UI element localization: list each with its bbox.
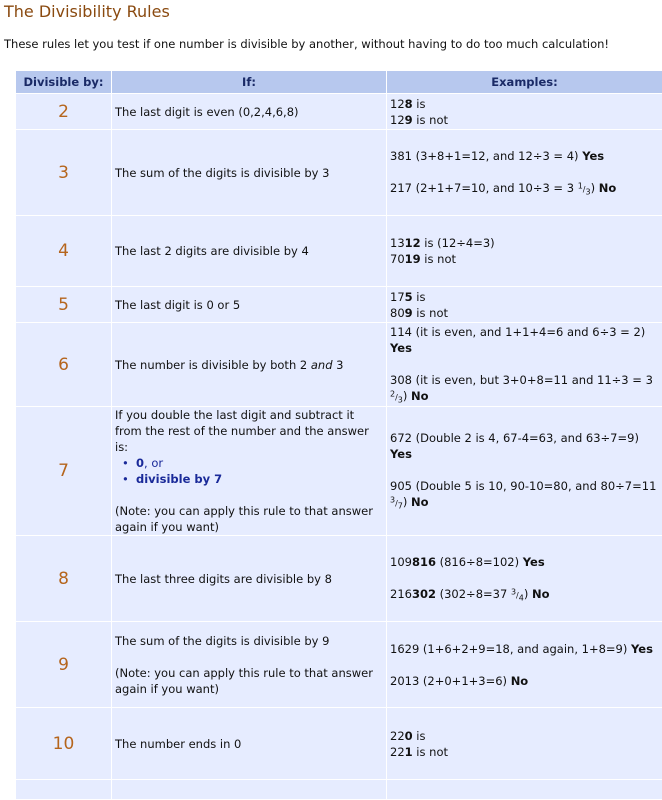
example-yes: 1312 is (12÷4=3) (390, 235, 659, 251)
example-no: 7019 is not (390, 251, 659, 267)
example-yes: 220 is (390, 728, 659, 744)
divisor-number (16, 780, 112, 800)
rule-text (112, 780, 387, 800)
rule-text: The number is divisible by both 2 and 3 (112, 323, 387, 407)
rule-text: The sum of the digits is divisible by 3 (112, 130, 387, 216)
intro-text: These rules let you test if one number is divisible by another, without having to do too much calculation! (4, 37, 609, 51)
table-row (16, 708, 662, 780)
list-item: • divisible by 7 (136, 471, 383, 487)
examples-cell (387, 323, 662, 407)
table-row (16, 407, 662, 536)
page-title: The Divisibility Rules (4, 2, 170, 21)
rule-text: The last three digits are divisible by 8 (112, 536, 387, 622)
divisor-number: 3 (16, 130, 112, 216)
table-header-row (16, 71, 662, 94)
rule-text: The sum of the digits is divisible by 9 (Note: you can apply this rule to that answer again if you want) (112, 622, 387, 708)
examples-cell (387, 622, 662, 708)
divisor-number: 4 (16, 216, 112, 287)
examples-cell (387, 216, 662, 287)
example-yes: 114 (it is even, and 1+1+4=6 and 6÷3 = 2) Yes (390, 324, 659, 356)
example-no: 221 is not (390, 744, 659, 760)
example-yes: 1629 (1+6+2+9=18, and again, 1+8=9) Yes (390, 641, 659, 657)
rule-conditions-list (115, 455, 383, 487)
table-row (16, 287, 662, 323)
rule-text: The number ends in 0 (112, 708, 387, 780)
example-no: 809 is not (390, 305, 659, 321)
divisor-number: 9 (16, 622, 112, 708)
table-row (16, 130, 662, 216)
example-yes: 128 is (390, 96, 659, 112)
divisor-number: 6 (16, 323, 112, 407)
examples-cell (387, 130, 662, 216)
table-row (16, 323, 662, 407)
examples-cell (387, 287, 662, 323)
table-row (16, 216, 662, 287)
table-row (16, 622, 662, 708)
rule-text: The last 2 digits are divisible by 4 (112, 216, 387, 287)
table-row (16, 780, 662, 800)
example-no: 217 (2+1+7=10, and 10÷3 = 3 $^1/_3$) No (390, 180, 659, 198)
divisor-number: 2 (16, 94, 112, 130)
example-no: 2013 (2+0+1+3=6) No (390, 673, 659, 689)
divisor-number: 5 (16, 287, 112, 323)
divisibility-table (15, 70, 662, 800)
examples-cell (387, 780, 662, 800)
divisor-number: 8 (16, 536, 112, 622)
example-no: 905 (Double 5 is 10, 90-10=80, and 80÷7=11 $^3/_7$) No (390, 478, 659, 512)
example-yes: 175 is (390, 289, 659, 305)
rule-note: (Note: you can apply this rule to that answer again if you want) (115, 665, 383, 697)
header-divisible-by: Divisible by: (16, 71, 112, 94)
divisor-number: 10 (16, 708, 112, 780)
list-item: • 0, or (136, 455, 383, 471)
rule-note: (Note: you can apply this rule to that answer again if you want) (115, 503, 383, 535)
header-examples: Examples: (387, 71, 662, 94)
table-row (16, 536, 662, 622)
examples-cell (387, 407, 662, 536)
divisor-number: 7 (16, 407, 112, 536)
examples-cell (387, 708, 662, 780)
example-yes: 109816 (816÷8=102) Yes (390, 554, 659, 570)
example-yes: 381 (3+8+1=12, and 12÷3 = 4) Yes (390, 148, 659, 164)
rule-text: The last digit is even (0,2,4,6,8) (112, 94, 387, 130)
example-no: 129 is not (390, 112, 659, 128)
rule-text: If you double the last digit and subtract it from the rest of the number and the answer is: • 0, or • divisible by 7 (Note: you can apply this rule to that answer again if you want) (112, 407, 387, 536)
examples-cell (387, 94, 662, 130)
example-no: 216302 (302÷8=37 $^3/_4$) No (390, 586, 659, 604)
example-yes: 672 (Double 2 is 4, 67-4=63, and 63÷7=9) Yes (390, 430, 659, 462)
table-row (16, 94, 662, 130)
rule-text: The last digit is 0 or 5 (112, 287, 387, 323)
header-if: If: (112, 71, 387, 94)
example-no: 308 (it is even, but 3+0+8=11 and 11÷3 = 3 $^2/_3$) No (390, 372, 659, 406)
examples-cell (387, 536, 662, 622)
